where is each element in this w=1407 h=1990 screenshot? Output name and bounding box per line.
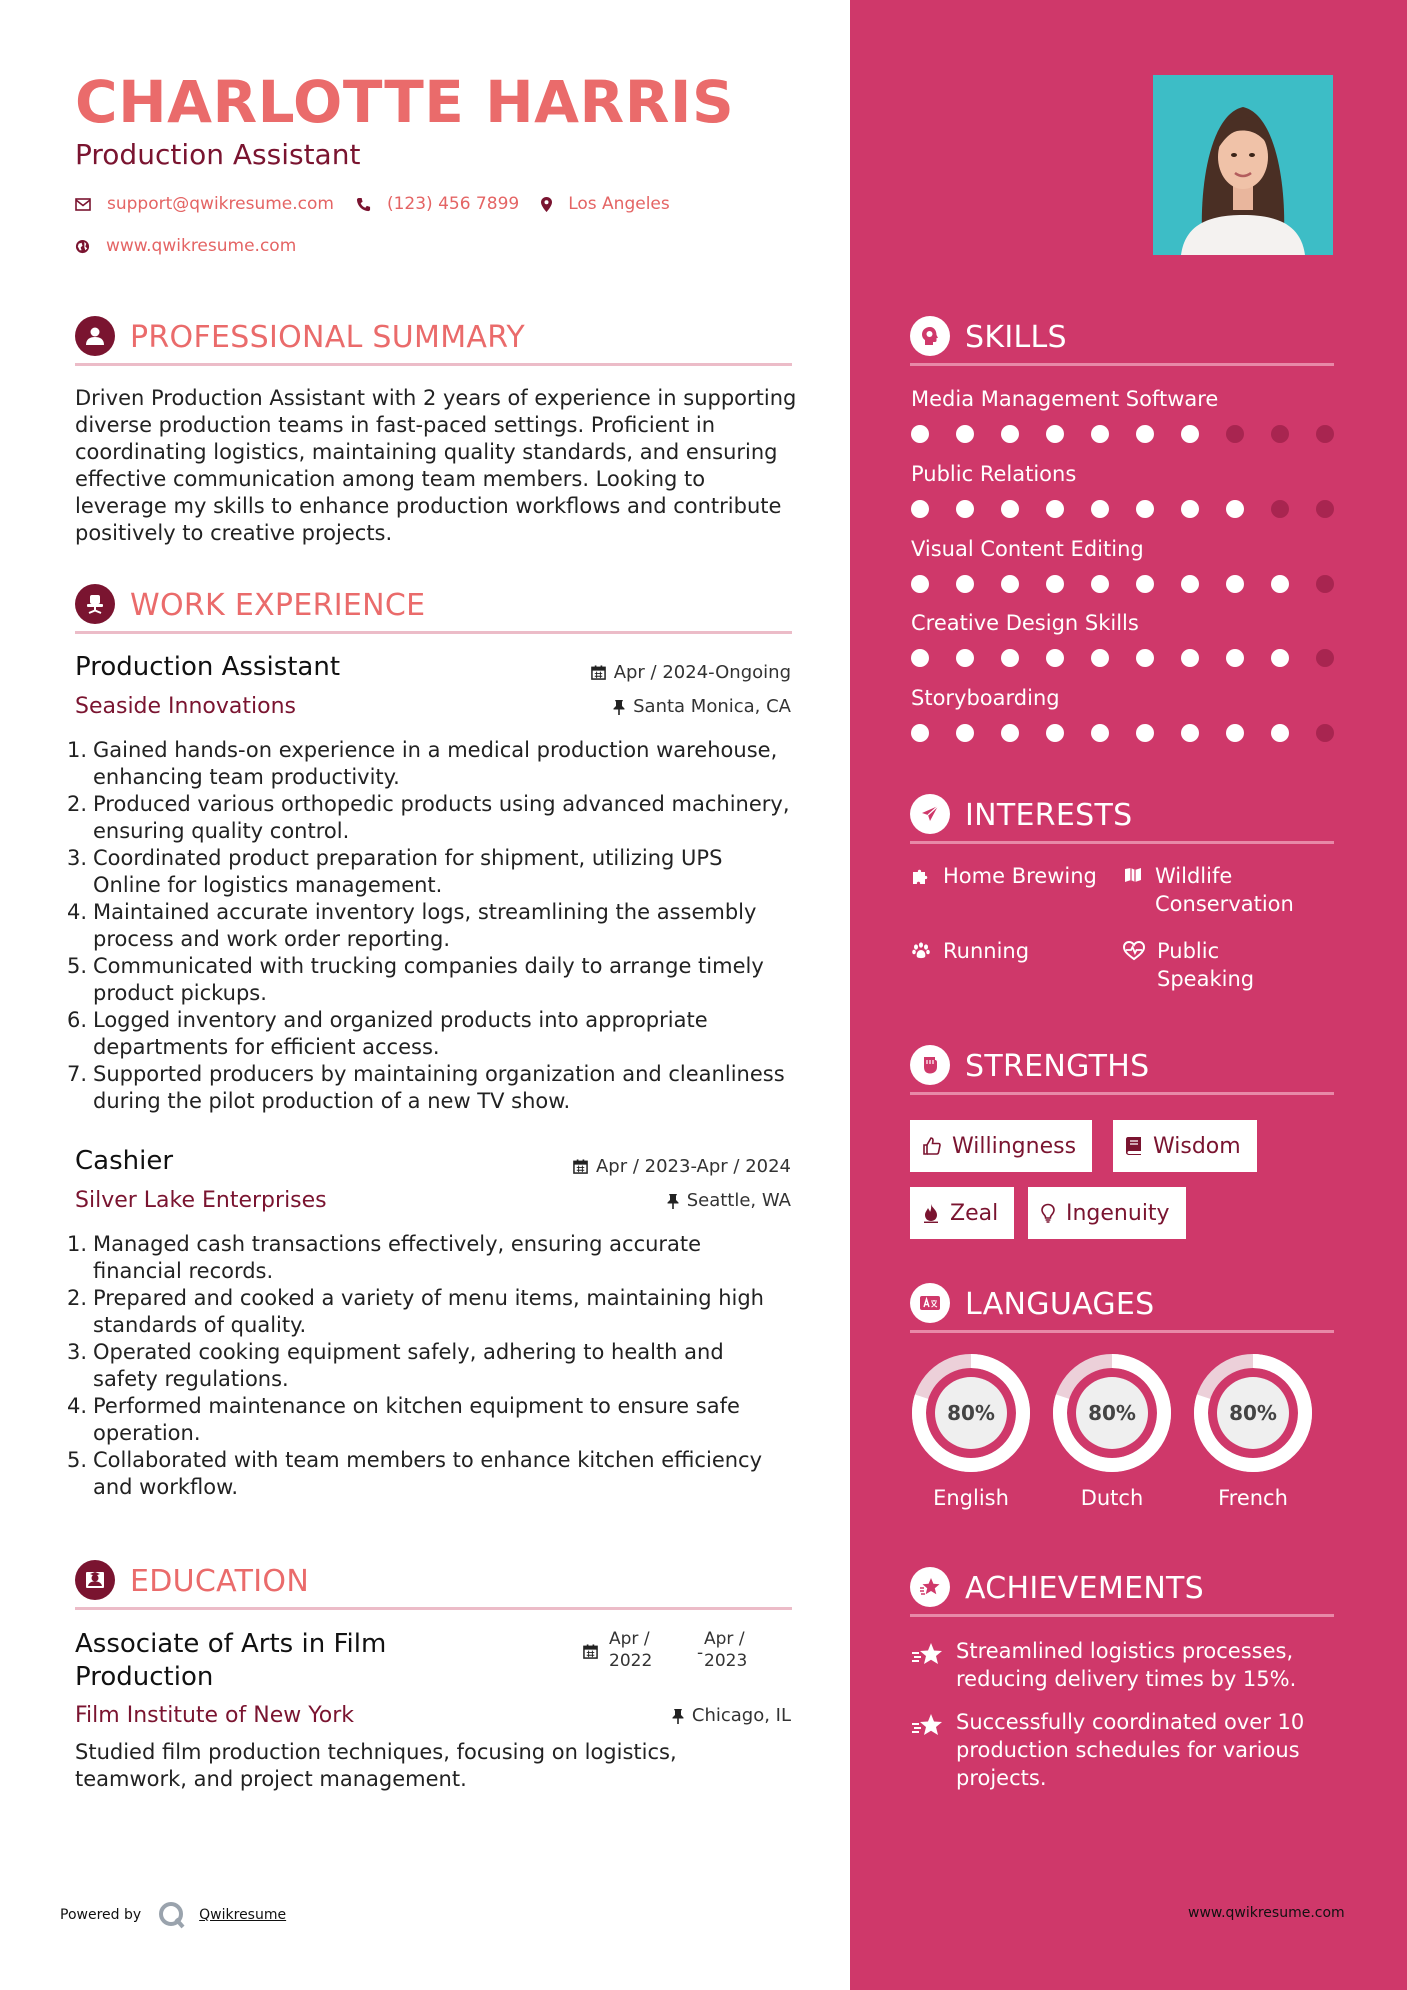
rating-dot-filled	[1181, 500, 1199, 518]
pushpin-icon	[613, 699, 625, 715]
email-contact[interactable]	[75, 194, 334, 214]
rating-dot-filled	[911, 575, 929, 593]
footer-site[interactable]: www.qwikresume.com	[1188, 1905, 1345, 1921]
rating-dot-filled	[1046, 575, 1064, 593]
summary-section-header	[75, 316, 792, 366]
job-location	[667, 1190, 791, 1211]
star-icon	[910, 1712, 946, 1740]
achievement-text: Streamlined logistics processes, reducing delivery times by 15%.	[956, 1639, 1297, 1691]
job-company: Silver Lake Enterprises	[75, 1188, 327, 1213]
language-item	[1051, 1352, 1173, 1510]
rating-dot-empty	[1316, 575, 1334, 593]
list-item: 5. Collaborated with team members to enhance kitchen efficiency and workflow.	[67, 1448, 763, 1499]
job-title: Production Assistant	[75, 652, 341, 682]
candidate-role: Production Assistant	[75, 138, 361, 171]
lightbulb-head-icon	[910, 316, 950, 356]
rating-dot-empty	[1316, 649, 1334, 667]
job-location-text: Santa Monica, CA	[633, 696, 791, 717]
languages-section-header	[910, 1283, 1334, 1333]
rating-dot-filled	[1001, 724, 1019, 742]
rating-dot-filled	[1046, 425, 1064, 443]
rating-dot-filled	[1271, 575, 1289, 593]
rating-dot-filled	[1271, 649, 1289, 667]
rating-dot-filled	[1226, 724, 1244, 742]
profile-photo	[1153, 75, 1333, 255]
book-icon	[1125, 1136, 1143, 1156]
rating-dot-filled	[1136, 500, 1154, 518]
education-start-date	[609, 1628, 652, 1672]
strength-tag	[910, 1120, 1092, 1172]
rating-dot-filled	[1001, 649, 1019, 667]
language-name: English	[933, 1486, 1009, 1510]
language-percent: 80%	[1088, 1401, 1136, 1425]
rating-dot-filled	[956, 575, 974, 593]
phone-text: (123) 456 7899	[386, 194, 520, 214]
interests-section-header	[910, 794, 1334, 844]
fire-icon	[922, 1203, 940, 1223]
rating-dot-filled	[956, 724, 974, 742]
rating-dot-filled	[911, 724, 929, 742]
user-icon	[75, 316, 115, 356]
achievements-section-header	[910, 1567, 1334, 1617]
interest-label: Running	[943, 939, 1030, 963]
star-badge-icon	[910, 1567, 950, 1607]
strength-label: Ingenuity	[1066, 1200, 1170, 1226]
paw-icon	[911, 941, 931, 961]
language-name: French	[1218, 1486, 1288, 1510]
work-title: WORK EXPERIENCE	[130, 588, 426, 623]
language-icon	[910, 1283, 950, 1323]
interest-item	[911, 862, 1097, 890]
interest-label: Home Brewing	[943, 864, 1097, 888]
qwikresume-link[interactable]: Qwikresume	[199, 1907, 287, 1923]
globe-icon	[75, 239, 90, 254]
qwikresume-logo-icon	[157, 1900, 187, 1930]
summary-title: PROFESSIONAL SUMMARY	[130, 320, 526, 355]
rating-dot-filled	[1271, 724, 1289, 742]
education-title: EDUCATION	[130, 1564, 310, 1599]
strength-tag	[1113, 1120, 1257, 1172]
language-percent: 80%	[1229, 1401, 1277, 1425]
job-title: Cashier	[75, 1146, 174, 1176]
contact-row	[75, 194, 692, 214]
rating-dot-filled	[1001, 500, 1019, 518]
phone-icon	[356, 197, 371, 212]
email-text: support@qwikresume.com	[107, 194, 334, 214]
location-contact	[541, 194, 670, 214]
strength-tag	[910, 1187, 1014, 1239]
list-item: 1. Managed cash transactions effectively, ensuring accurate financial records.	[67, 1232, 702, 1283]
skill-rating	[911, 425, 1361, 443]
list-item: 1. Gained hands-on experience in a medical production warehouse, enhancing team productivity.	[67, 738, 778, 789]
location-text: Los Angeles	[568, 194, 670, 214]
achievement-item	[910, 1708, 1330, 1792]
date-dash: -	[697, 1643, 704, 1663]
skills-title: SKILLS	[965, 320, 1067, 355]
rating-dot-filled	[956, 500, 974, 518]
date-part: Apr /	[609, 1629, 650, 1649]
graduation-icon	[75, 1560, 115, 1600]
rating-dot-empty	[1226, 425, 1244, 443]
rating-dot-filled	[1226, 649, 1244, 667]
map-marker-icon	[541, 197, 552, 212]
school-location	[672, 1705, 791, 1726]
school-location-text: Chicago, IL	[691, 1705, 791, 1726]
language-ring	[910, 1352, 1032, 1474]
interest-label: Speaking	[1157, 967, 1255, 991]
skill-rating	[911, 724, 1361, 742]
list-item: 5. Communicated with trucking companies daily to arrange timely product pickups.	[67, 954, 764, 1005]
rating-dot-filled	[1181, 575, 1199, 593]
rating-dot-filled	[1136, 724, 1154, 742]
rating-dot-filled	[1136, 425, 1154, 443]
job-dates-text: Apr / 2023-Apr / 2024	[595, 1156, 791, 1177]
job-bullets	[67, 1231, 795, 1501]
rating-dot-filled	[1136, 575, 1154, 593]
rating-dot-filled	[1046, 649, 1064, 667]
work-section-header	[75, 584, 792, 634]
calendar-icon	[591, 665, 606, 680]
calendar-icon	[573, 1159, 588, 1174]
language-item	[1192, 1352, 1314, 1510]
rating-dot-filled	[1091, 649, 1109, 667]
envelope-icon	[75, 198, 91, 211]
map-icon	[1123, 866, 1143, 886]
skill-name: Public Relations	[911, 462, 1077, 486]
strengths-title: STRENGTHS	[965, 1049, 1150, 1084]
language-name: Dutch	[1080, 1486, 1144, 1510]
rating-dot-filled	[1181, 649, 1199, 667]
summary-text: Driven Production Assistant with 2 years of experience in supporting diverse production teams in fast-paced settings. Proficient in coordinating logistics, maintaining quality standards, and ensuring effective communication among team members. Looking to leverage my skills to enhance production workflows and contribute positively to creative projects.	[75, 386, 797, 545]
strength-tag	[1028, 1187, 1186, 1239]
list-item: 6. Logged inventory and organized products into appropriate departments for efficient access.	[67, 1008, 708, 1059]
language-ring	[1051, 1352, 1173, 1474]
skill-name: Media Management Software	[911, 387, 1219, 411]
office-chair-icon	[75, 584, 115, 624]
rating-dot-filled	[1136, 649, 1154, 667]
lightbulb-icon	[1040, 1203, 1056, 1223]
rating-dot-empty	[1271, 500, 1289, 518]
paper-plane-icon	[910, 794, 950, 834]
education-end-date	[704, 1628, 747, 1672]
rating-dot-filled	[1046, 724, 1064, 742]
heartbeat-icon	[1123, 941, 1145, 961]
degree-title	[75, 1628, 386, 1694]
languages-title: LANGUAGES	[965, 1287, 1155, 1322]
job-location	[613, 696, 791, 717]
job-dates-text: Apr / 2024-Ongoing	[613, 662, 791, 683]
website-text: www.qwikresume.com	[106, 236, 297, 256]
list-item: 2. Prepared and cooked a variety of menu items, maintaining high standards of quality.	[67, 1286, 764, 1337]
skill-rating	[911, 500, 1361, 518]
rating-dot-filled	[1226, 575, 1244, 593]
website-row	[75, 236, 318, 256]
rating-dot-filled	[1091, 724, 1109, 742]
rating-dot-filled	[956, 649, 974, 667]
interest-label: Public	[1157, 939, 1220, 963]
pushpin-icon	[667, 1193, 679, 1209]
degree-line: Associate of Arts in Film	[75, 1629, 387, 1659]
skills-section-header	[910, 316, 1334, 366]
star-icon	[910, 1641, 946, 1669]
achievement-text: Successfully coordinated over 10 production schedules for various projects.	[956, 1710, 1305, 1790]
powered-by-text: Powered by	[60, 1907, 142, 1923]
skill-rating	[911, 575, 1361, 593]
school-name: Film Institute of New York	[75, 1703, 354, 1728]
education-description: Studied film production techniques, focusing on logistics, teamwork, and project management.	[75, 1740, 677, 1791]
list-item: 3. Operated cooking equipment safely, adhering to health and safety regulations.	[67, 1340, 724, 1391]
list-item: 4. Performed maintenance on kitchen equipment to ensure safe operation.	[67, 1394, 740, 1445]
skill-name: Visual Content Editing	[911, 537, 1144, 561]
skill-rating	[911, 649, 1361, 667]
language-ring	[1192, 1352, 1314, 1474]
rating-dot-filled	[911, 500, 929, 518]
achievement-item	[910, 1637, 1330, 1693]
education-section-header	[75, 1560, 792, 1610]
rating-dot-filled	[1001, 425, 1019, 443]
job-location-text: Seattle, WA	[686, 1190, 791, 1211]
strength-label: Wisdom	[1153, 1133, 1241, 1159]
rating-dot-empty	[1316, 425, 1334, 443]
rating-dot-filled	[1091, 500, 1109, 518]
strengths-section-header	[910, 1045, 1334, 1095]
rating-dot-filled	[1046, 500, 1064, 518]
fist-icon	[910, 1045, 950, 1085]
interest-item	[911, 937, 1029, 965]
puzzle-icon	[911, 866, 931, 886]
job-bullets	[67, 737, 795, 1115]
calendar-icon	[583, 1644, 598, 1659]
list-item: 3. Coordinated product preparation for shipment, utilizing UPS Online for logistics management.	[67, 846, 723, 897]
achievements-title: ACHIEVEMENTS	[965, 1571, 1205, 1606]
rating-dot-filled	[1001, 575, 1019, 593]
date-part: 2023	[704, 1651, 748, 1671]
interest-label: Wildlife	[1155, 864, 1233, 888]
skill-name: Creative Design Skills	[911, 611, 1139, 635]
interest-label: Conservation	[1155, 892, 1294, 916]
degree-line: Production	[75, 1662, 214, 1692]
date-part: Apr /	[704, 1629, 745, 1649]
sidebar	[850, 0, 1407, 1990]
date-part: 2022	[609, 1651, 653, 1671]
list-item: 2. Produced various orthopedic products using advanced machinery, ensuring quality control.	[67, 792, 790, 843]
job-dates	[573, 1156, 791, 1177]
rating-dot-empty	[1316, 724, 1334, 742]
rating-dot-filled	[1181, 724, 1199, 742]
language-item	[910, 1352, 1032, 1510]
interest-item	[1123, 937, 1254, 993]
rating-dot-empty	[1271, 425, 1289, 443]
rating-dot-filled	[1226, 500, 1244, 518]
thumbs-up-icon	[922, 1136, 942, 1156]
list-item: 4. Maintained accurate inventory logs, streamlining the assembly process and work order reporting.	[67, 900, 757, 951]
rating-dot-filled	[1091, 575, 1109, 593]
rating-dot-filled	[956, 425, 974, 443]
strength-label: Zeal	[950, 1200, 999, 1226]
skill-name: Storyboarding	[911, 686, 1060, 710]
rating-dot-empty	[1316, 500, 1334, 518]
list-item: 7. Supported producers by maintaining organization and cleanliness during the pilot production of a new TV show.	[67, 1062, 785, 1113]
candidate-name: CHARLOTTE HARRIS	[75, 68, 735, 136]
strength-label: Willingness	[952, 1133, 1077, 1159]
pushpin-icon	[672, 1708, 684, 1724]
website-contact[interactable]	[75, 236, 296, 256]
interests-title: INTERESTS	[965, 798, 1133, 833]
job-company: Seaside Innovations	[75, 694, 296, 719]
rating-dot-filled	[1181, 425, 1199, 443]
language-percent: 80%	[947, 1401, 995, 1425]
interest-item	[1123, 862, 1294, 918]
rating-dot-filled	[1091, 425, 1109, 443]
job-dates	[591, 662, 791, 683]
phone-contact[interactable]	[356, 194, 519, 214]
powered-by	[60, 1900, 286, 1930]
rating-dot-filled	[911, 425, 929, 443]
rating-dot-filled	[911, 649, 929, 667]
